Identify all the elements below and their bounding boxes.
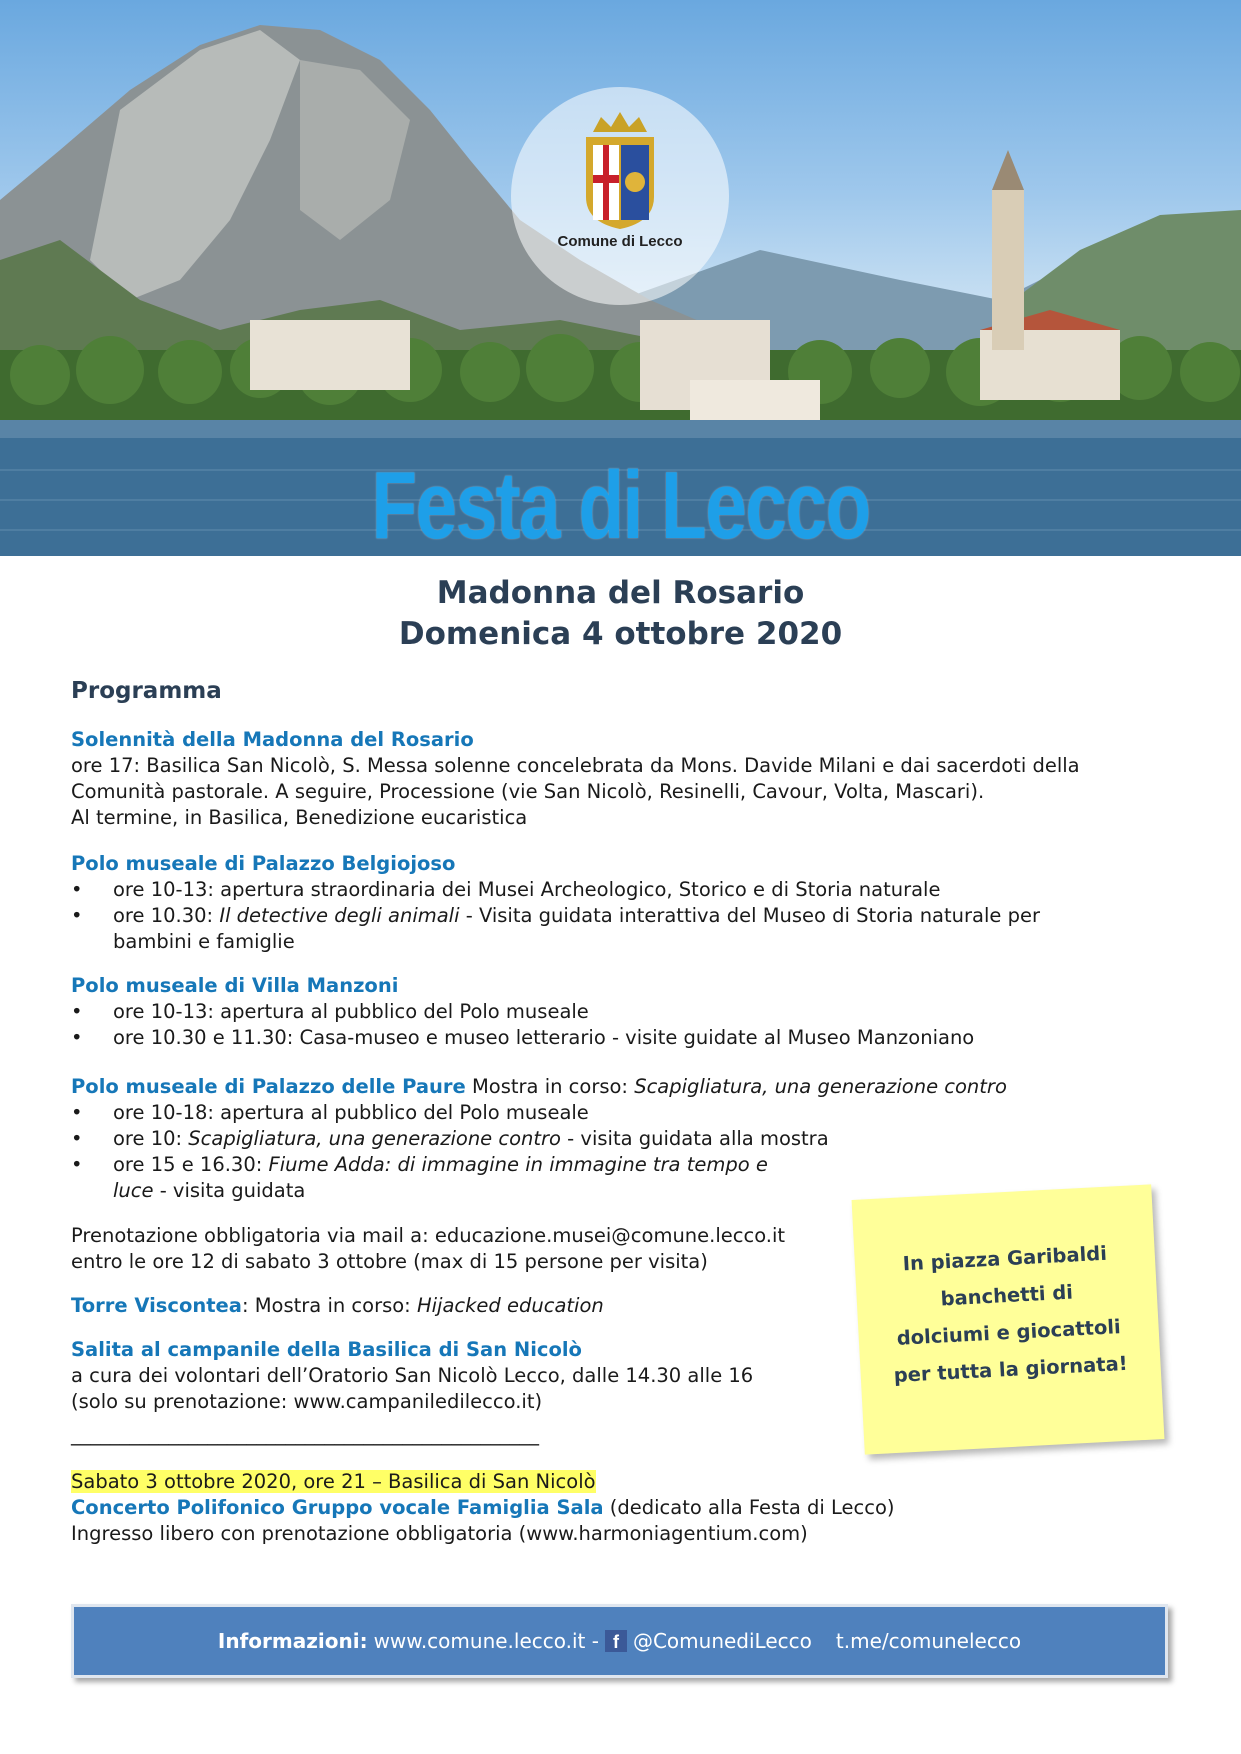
section-solennita (71, 727, 1171, 831)
section-villa-manzoni (71, 973, 1171, 1051)
list-item: • ore 10.30: Il detective degli animali - Visita guidata interattiva del Museo di Storia naturale per bambini e famiglie (71, 903, 1171, 955)
list-item: • ore 10-18: apertura al pubblico del Polo museale (71, 1100, 1171, 1126)
concert-section (71, 1469, 1171, 1547)
section-torre-viscontea: Torre Viscontea: Mostra in corso: Hijacked education (71, 1294, 604, 1317)
sticky-note (852, 1184, 1165, 1454)
body-line: Al termine, in Basilica, Benedizione eucaristica (71, 806, 528, 829)
event-subtitle: Madonna del Rosario (436, 575, 805, 611)
hero-title: Festa di Lecco (371, 452, 870, 556)
concert-title-line: Concerto Polifonico Gruppo vocale Famiglia Sala (dedicato alla Festa di Lecco) (71, 1496, 895, 1519)
program-heading: Programma (71, 678, 222, 704)
website-link[interactable]: www.comune.lecco.it - (373, 1629, 599, 1653)
note-line: per tutta la giornata! (893, 1351, 1129, 1388)
note-line: In piazza Garibaldi (902, 1241, 1108, 1276)
coat-of-arms-icon (511, 87, 729, 305)
logo-label: Comune di Lecco (557, 233, 683, 250)
section-belgiojoso (71, 851, 1171, 955)
body-line: Prenotazione obbligatoria via mail a: educazione.musei@comune.lecco.it (71, 1224, 786, 1247)
facebook-icon: f (605, 1630, 627, 1652)
section-title: Solennità della Madonna del Rosario (71, 728, 474, 751)
body-line: a cura dei volontari dell’Oratorio San Nicolò Lecco, dalle 14.30 alle 16 (71, 1364, 754, 1387)
body-line: Comunità pastorale. A seguire, Processione (vie San Nicolò, Resinelli, Cavour, Volta, Mascari). (71, 780, 985, 803)
list-item: • ore 10: Scapigliatura, una generazione contro - visita guidata alla mostra (71, 1126, 1171, 1152)
body-line: entro le ore 12 di sabato 3 ottobre (max di 15 persone per visita) (71, 1250, 708, 1273)
section-title-line: Polo museale di Palazzo delle Paure Mostra in corso: Scapigliatura, una generazione contro (71, 1075, 1007, 1098)
list-item: • ore 10-13: apertura straordinaria dei Musei Archeologico, Storico e di Storia naturale (71, 877, 1171, 903)
info-footer (71, 1604, 1168, 1678)
section-palazzo-paure (71, 1074, 1171, 1204)
facebook-link[interactable]: @ComunediLecco (632, 1629, 812, 1653)
list-item: • ore 10-13: apertura al pubblico del Polo museale (71, 999, 1171, 1025)
section-title: Polo museale di Palazzo Belgiojoso (71, 852, 456, 875)
body-line: ore 17: Basilica San Nicolò, S. Messa solenne concelebrata da Mons. Davide Milani e dai sacerdoti della (71, 754, 1080, 777)
event-date: Domenica 4 ottobre 2020 (398, 616, 843, 652)
list-item: • ore 10.30 e 11.30: Casa-museo e museo letterario - visite guidate al Museo Manzoniano (71, 1025, 1171, 1051)
body-line: Ingresso libero con prenotazione obbligatoria (www.harmoniagentium.com) (71, 1522, 808, 1545)
concert-date: Sabato 3 ottobre 2020, ore 21 – Basilica di San Nicolò (71, 1470, 596, 1493)
section-title: Polo museale di Villa Manzoni (71, 974, 399, 997)
hero-banner (0, 0, 1241, 556)
separator-line: ________________________________________________ (71, 1423, 539, 1446)
body-line: (solo su prenotazione: www.campaniledilecco.it) (71, 1390, 543, 1413)
telegram-link[interactable]: t.me/comunelecco (835, 1629, 1022, 1653)
note-line: banchetti di (940, 1280, 1074, 1311)
logo-badge (511, 87, 729, 305)
note-line: dolciumi e giocattoli (896, 1315, 1122, 1350)
list-item: • ore 15 e 16.30: Fiume Adda: di immagine in immagine tra tempo e luce - visita guidata (71, 1152, 1171, 1204)
section-title: Salita al campanile della Basilica di San Nicolò (71, 1338, 582, 1361)
footer-label: Informazioni: (217, 1629, 368, 1653)
